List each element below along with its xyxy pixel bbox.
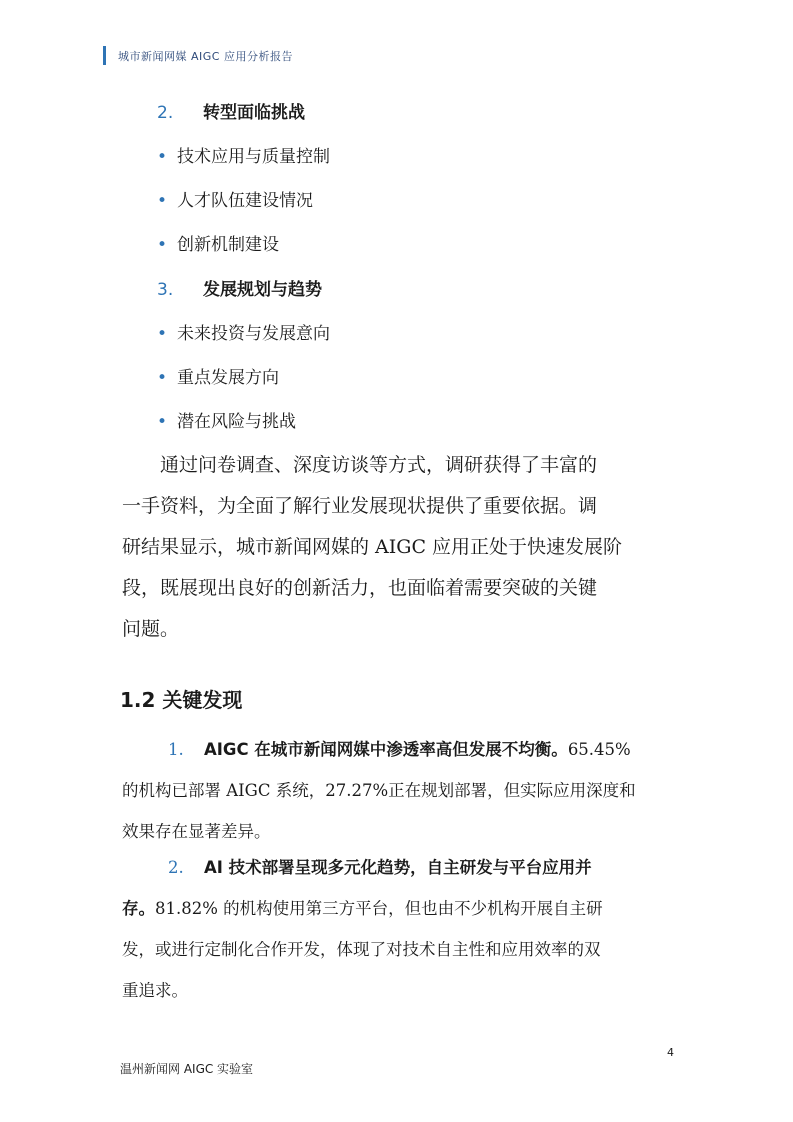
heading-number: 3. <box>157 280 174 300</box>
bullet-text: 未来投资与发展意向 <box>177 324 330 344</box>
outline-bullet <box>157 142 330 167</box>
paragraph-line: 一手资料，为全面了解行业发展现状提供了重要依据。调 <box>122 495 598 517</box>
bullet-dot-icon: • <box>157 368 168 388</box>
heading-title: 发展规划与趋势 <box>203 280 322 300</box>
footer-org: 温州新闻网 AIGC 实验室 <box>120 1062 254 1076</box>
paragraph-line: 研结果显示，城市新闻网媒的 AIGC 应用正处于快速发展阶 <box>122 536 623 558</box>
finding-line: 重追求。 <box>122 981 188 1000</box>
finding-line: 效果存在显著差异。 <box>122 822 271 841</box>
bullet-text: 技术应用与质量控制 <box>177 147 330 167</box>
body-paragraph <box>122 445 672 650</box>
finding-first-line <box>122 729 674 770</box>
finding-first-line <box>122 847 674 888</box>
finding-number: 1. <box>168 740 184 759</box>
bullet-dot-icon: • <box>157 147 168 167</box>
bullet-dot-icon: • <box>157 412 168 432</box>
paragraph-line: 通过问卷调查、深度访谈等方式，调研获得了丰富的 <box>160 454 598 476</box>
finding-line: 的机构已部署 AIGC 系统，27.27%正在规划部署，但实际应用深度和 <box>122 781 636 800</box>
section-title: 1.2 关键发现 <box>120 688 243 712</box>
finding-second-line <box>122 888 674 929</box>
outline-heading-2 <box>157 98 305 123</box>
paragraph-line: 问题。 <box>122 618 180 640</box>
bullet-dot-icon: • <box>157 191 168 211</box>
key-finding-1 <box>122 729 674 852</box>
outline-bullet <box>157 230 279 255</box>
bullet-dot-icon: • <box>157 324 168 344</box>
bullet-text: 重点发展方向 <box>177 368 279 388</box>
bullet-text: 创新机制建设 <box>177 235 279 255</box>
outline-heading-3 <box>157 275 322 300</box>
finding-text: 65.45% <box>567 740 631 759</box>
finding-headline: AI 技术部署呈现多元化趋势，自主研发与平台应用并 <box>204 858 592 877</box>
finding-number: 2. <box>168 858 184 877</box>
finding-headline: AIGC 在城市新闻网媒中渗透率高但发展不均衡。 <box>204 740 568 759</box>
key-finding-2 <box>122 847 674 1011</box>
outline-bullet <box>157 407 296 432</box>
bullet-dot-icon: • <box>157 235 168 255</box>
finding-line: 发，或进行定制化合作开发，体现了对技术自主性和应用效率的双 <box>122 940 601 959</box>
outline-bullet <box>157 363 279 388</box>
heading-number: 2. <box>157 103 174 123</box>
bullet-text: 人才队伍建设情况 <box>177 191 313 211</box>
paragraph-line: 段，既展现出良好的创新活力，也面临着需要突破的关键 <box>122 577 598 599</box>
heading-title: 转型面临挑战 <box>203 103 305 123</box>
outline-bullet <box>157 319 330 344</box>
header-accent-bar <box>103 46 106 65</box>
outline-bullet <box>157 186 313 211</box>
report-header-title: 城市新闻网媒 AIGC 应用分析报告 <box>118 50 293 63</box>
bullet-text: 潜在风险与挑战 <box>177 412 296 432</box>
page-number: 4 <box>667 1046 674 1059</box>
finding-headline-end: 存。 <box>122 899 155 918</box>
finding-text: 81.82% 的机构使用第三方平台，但也由不少机构开展自主研 <box>155 899 603 918</box>
